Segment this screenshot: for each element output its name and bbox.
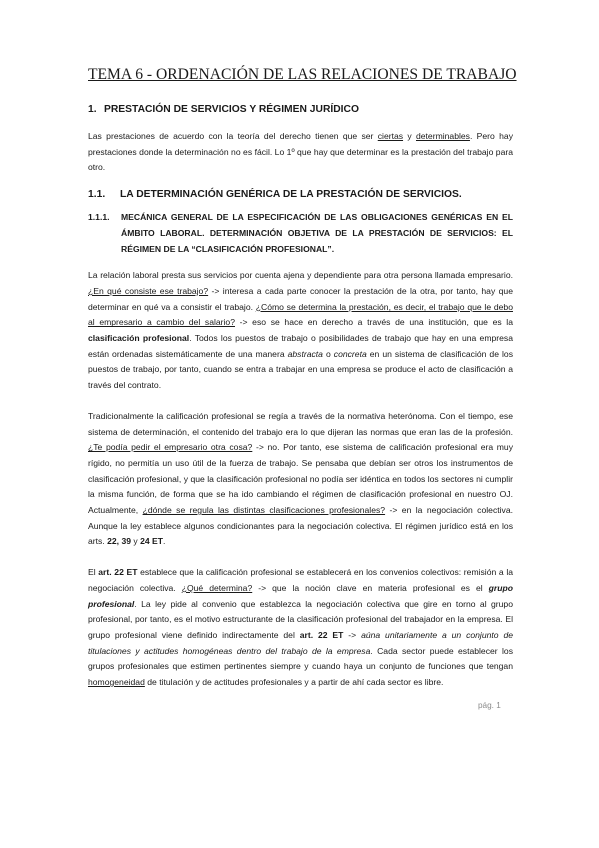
paragraph-2 [88,409,513,550]
section-heading-1 [88,104,513,115]
bold-italic-term: grupo profesional [88,582,514,609]
text-run: . La ley pide al convenio que establezca la negociación colectiva que gire en torno al grupo profesional, por tanto, es el motivo estructurante de la clasificación profesional del trabajador en la empresa. El grupo profesional viene definido indirectamente del [88,598,513,640]
underlined-text: homogeneidad [88,677,145,688]
document-title: TEMA 6 - ORDENACIÓN DE LAS RELACIONES DE TRABAJO [88,66,517,83]
section-title: MECÁNICA GENERAL DE LA ESPECIFICACIÓN DE LAS OBLIGACIONES GENÉRICAS EN EL ÁMBITO LABORAL. DETERMINACIÓN OBJETIVA DE LA PRESTACIÓN DE SERVICIOS: EL RÉGIMEN DE LA “CLASIFICACIÓN PROFESIONAL”. [121,212,513,254]
document-page [88,66,517,704]
text-run: . Cada sector puede establecer los grupos profesionales que estimen pertinentes siempre y cuando haya un conjunto de funciones que tengan [88,645,513,672]
underlined-question: ¿Cómo se determina la prestación, es decir, el trabajo que le debo al empresario a cambio del salario? [88,301,513,328]
text-run: Tradicionalmente la calificación profesional se regía a través de la normativa heterónoma. Con el tiempo, ese sistema de determinación, el contenido del trabajo era lo que dijeran las normas que eran las de la profesión. [88,410,513,437]
bold-term: 22, 39 [107,536,132,547]
page-number: pág. 1 [478,701,501,710]
section-heading-1-1-1 [88,210,513,257]
text-run: -> no. Por tanto, ese sistema de calificación profesional era muy rígido, no permitía un uso útil de la fuerza de trabajo. Se pensaba que debían ser otros los instrumentos de clasificación profesional, y que la clasificación profesional no podía ser idéntica en todos los sectores ni cumplir la misma función, de forma que se ha ido cambiando el régimen de clasificación profesional en nuestro OJ. Actualmente, [88,442,514,516]
text-run: -> eso se hace en derecho a través de una institución, que es la [235,317,513,328]
bold-term: clasificación profesional [88,333,190,344]
underlined-text: ciertas [377,131,404,141]
text-run: . Pero hay prestaciones donde la determinación no es fácil. Lo 1º que hay que determinar es la prestación del trabajo para otro. [88,131,513,173]
text-run: . [163,536,166,547]
underlined-question: ¿Qué determina? [181,582,253,593]
bold-term: art. 22 ET [98,567,138,578]
section-number: 1. [88,104,97,115]
italic-term: concreta [333,348,367,359]
section-title: LA DETERMINACIÓN GENÉRICA DE LA PRESTACIÓN DE SERVICIOS. [120,189,462,201]
italic-term: abstracta [287,348,323,359]
section-heading-1-1 [88,189,513,200]
text-run: -> interesa a cada parte conocer la prestación de la otra, por tanto, hay que determinar en qué va a consistir el trabajo. [88,285,513,312]
underlined-question: ¿Te podía pedir el empresario otra cosa? [88,442,253,453]
text-run: en un sistema de clasificación de los puestos de trabajo, por tanto, cuando se entra a trabajar en una empresa se produce el acto de clasificación a través del contrato. [88,348,513,391]
text-run: y [131,536,141,547]
text-run: La relación laboral presta sus servicios por cuenta ajena y dependiente para otra persona llamada empresario. [88,270,513,281]
text-run: de titulación y de actitudes profesionales y a partir de ahí cada sector es libre. [144,677,444,688]
underlined-text: determinables [415,131,470,141]
paragraph-3 [88,565,513,691]
text-run: establece que la calificación profesional se establecerá en los convenios colectivos: remisión a la negociación colectiva. [88,567,514,593]
section-title: PRESTACIÓN DE SERVICIOS Y RÉGIMEN JURÍDICO [104,104,359,115]
section-number: 1.1.1. [88,212,110,223]
underlined-question: ¿En qué consiste ese trabajo? [88,285,209,296]
underlined-question: ¿dónde se regula las distintas clasificaciones profesionales? [142,505,386,516]
text-run: -> [343,629,362,640]
text-run: . Todos los puestos de trabajo o posibilidades de trabajo que hay en una empresa están ordenadas sistemáticamente de una manera [88,333,513,359]
bold-term: art. 22 ET [299,629,344,640]
italic-quote: aúna unitariamente a un conjunto de titulaciones y actitudes homogéneas dentro del trabajo de la empresa [88,629,514,656]
text-run: y [403,131,416,141]
text-run: El [88,567,99,578]
paragraph-1 [88,268,513,394]
text-run: Las prestaciones de acuerdo con la teoría del derecho tienen que ser [88,131,378,141]
text-run: -> que la noción clave en materia profesional es el [252,582,489,593]
text-run: -> en la negociación colectiva. Aunque la ley establece algunos condicionantes para la negociación colectiva. El régimen jurídico está en los arts. [88,505,513,547]
text-run: o [322,348,334,359]
intro-paragraph [88,129,513,176]
section-number: 1.1. [88,189,106,201]
bold-term: 24 ET [140,536,164,547]
